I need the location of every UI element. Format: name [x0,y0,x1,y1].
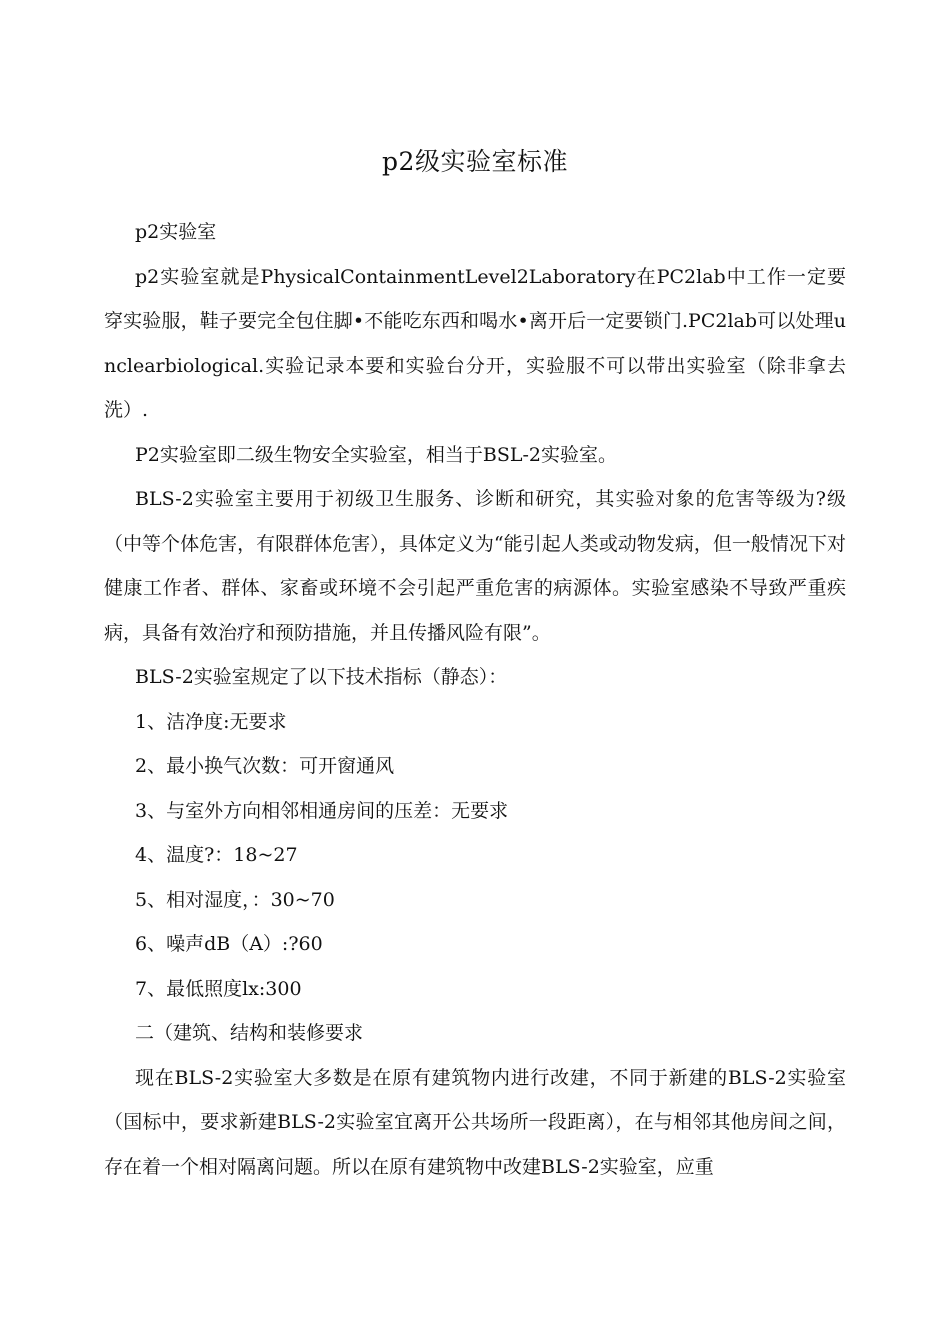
list-item-air-changes: 2、最小换气次数：可开窗通风 [135,755,395,777]
paragraph-definition: p2实验室就是PhysicalContainmentLevel2Laboratory在PC2lab中工作一定要穿实验服，鞋子要完全包住脚•不能吃东西和喝水•离开后一定要锁门.PC2lab可以处理unclearbiological.实验记录本要和实验台分开，实验服不可以带出实验室（除非拿去洗）. [104,265,846,421]
list-item-illumination: 7、最低照度lx:300 [135,977,302,1000]
paragraph-renovation: 现在BLS-2实验室大多数是在原有建筑物内进行改建，不同于新建的BLS-2实验室（国标中，要求新建BLS-2实验室宜离开公共场所一段距离），在与相邻其他房间之间，存在着一个相对隔离问题。所以在原有建筑物中改建BLS-2实验室，应重 [104,1066,846,1178]
paragraph-bls2-purpose: BLS-2实验室主要用于初级卫生服务、诊断和研究，其实验对象的危害等级为?级（中等个体危害，有限群体危害），具体定义为“能引起人类或动物发病，但一般情况下对健康工作者、群体、家畜或环境不会引起严重危害的病源体。实验室感染不导致严重疾病，具备有效治疗和预防措施，并且传播风险有限”。 [104,488,846,644]
list-item-noise: 6、噪声dB（A）:?60 [135,933,323,955]
list-item-temperature: 4、温度?：18~27 [135,844,298,866]
paragraph-bsl2-equivalence: P2实验室即二级生物安全实验室，相当于BSL-2实验室。 [135,443,617,466]
list-item-pressure-difference: 3、与室外方向相邻相通房间的压差：无要求 [135,799,509,822]
list-item-cleanliness: 1、洁净度:无要求 [135,710,287,733]
document-title: p2级实验室标准 [382,147,568,176]
paragraph-heading-p2: p2实验室 [135,221,217,243]
paragraph-technical-indicators: BLS-2实验室规定了以下技术指标（静态）： [135,666,508,688]
document-body [104,210,846,1189]
list-item-humidity: 5、相对湿度，：30~70 [135,888,335,911]
section-heading-building-requirements: 二（建筑、结构和装修要求 [135,1022,364,1044]
